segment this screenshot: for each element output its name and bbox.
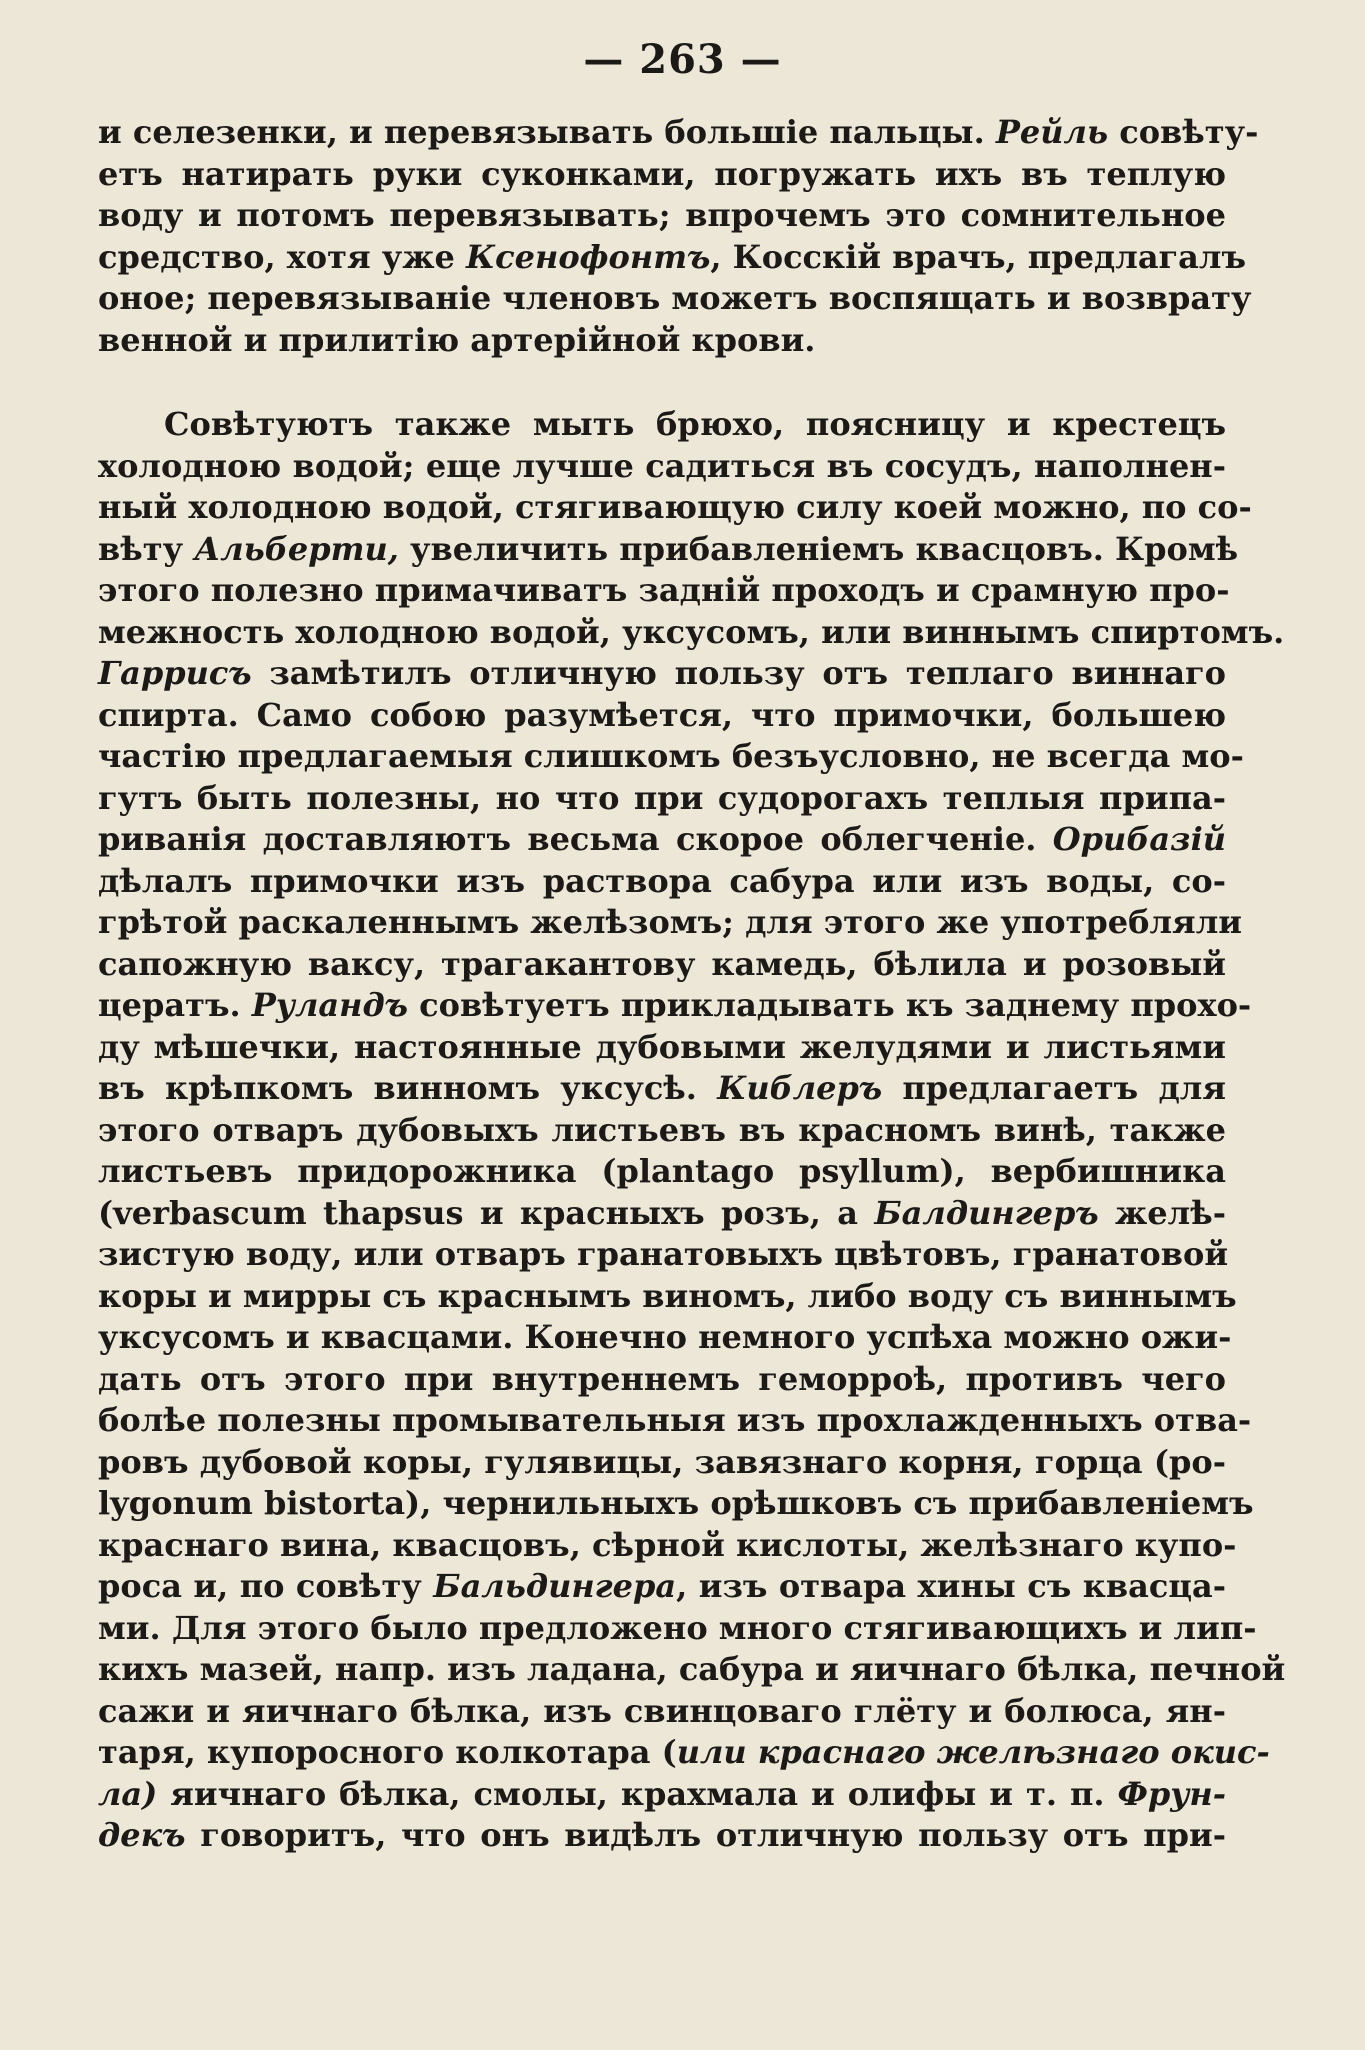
text-line <box>98 404 1226 446</box>
text-segment: листьевъ придорожника (plantago psyllum), вербишника <box>98 1152 1226 1190</box>
text-segment: ду мѣшечки, настоянные дубовыми желудями и листьями <box>98 1027 1226 1066</box>
text-segment: частію предлагаемыя слишкомъ безъусловно, не всегда мо- <box>98 737 1244 775</box>
text-segment: таря, купоросного колкотара ( <box>98 1733 677 1771</box>
italic-name: Альберти, <box>194 529 399 568</box>
text-line <box>98 861 1226 903</box>
text-line <box>98 736 1244 778</box>
text-segment: болѣе полезны промывательныя изъ прохлажденныхъ отва- <box>98 1401 1252 1439</box>
text-segment: предлагаетъ для <box>882 1069 1227 1107</box>
text-line <box>98 1276 1237 1318</box>
text-segment: оное; перевязываніе членовъ можетъ воспящать и возврату <box>98 279 1252 317</box>
text-segment: уксусомъ и квасцами. Конечно немного успѣха можно ожи- <box>98 1318 1232 1356</box>
text-segment: lygonum bistorta), чернильныхъ орѣшковъ съ прибавленіемъ <box>98 1484 1254 1522</box>
page-number: — 263 — <box>583 36 782 83</box>
text-segment: , изъ отвара хины съ квасца- <box>676 1567 1227 1605</box>
text-line <box>98 112 1259 154</box>
text-segment: сажи и яичнаго бѣлка, изъ свинцоваго глёту и болюса, ян- <box>98 1691 1226 1730</box>
text-segment: вѣту <box>98 529 195 568</box>
italic-name: Рейль <box>995 113 1109 151</box>
italic-name: Киблеръ <box>717 1069 883 1107</box>
italic-name: Орибазій <box>1052 820 1226 858</box>
text-segment: замѣтилъ отличную пользу отъ теплаго виннаго <box>251 654 1226 692</box>
text-segment: спирта. Само собою разумѣется, что примочки, большею <box>98 695 1226 734</box>
italic-name: Бальдингера <box>433 1567 677 1605</box>
text-segment: коры и мирры съ краснымъ виномъ, либо воду съ виннымъ <box>98 1276 1237 1315</box>
text-segment: цератъ. <box>98 986 252 1024</box>
text-line <box>98 1566 1226 1608</box>
text-segment: ный холодною водой, стягивающую силу коей можно, по со- <box>98 488 1252 526</box>
text-line <box>98 1359 1226 1401</box>
text-line <box>98 529 1239 571</box>
text-segment: Совѣтуютъ также мыть брюхо, поясницу и крестецъ <box>164 405 1226 443</box>
text-line <box>98 1317 1232 1359</box>
text-segment: ми. Для этого было предложено много стягивающихъ и лип- <box>98 1608 1257 1647</box>
italic-name: Фрун- <box>1117 1774 1226 1813</box>
text-segment: желѣ- <box>1098 1193 1227 1232</box>
text-line <box>98 1193 1226 1235</box>
text-segment: этого отваръ дубовыхъ листьевъ въ красномъ винѣ, также <box>98 1110 1226 1149</box>
text-line <box>98 1608 1257 1650</box>
text-line <box>98 1400 1252 1442</box>
text-segment: , Косскій врачъ, предлагалъ <box>710 237 1246 276</box>
text-line <box>98 1151 1226 1193</box>
text-line <box>98 1027 1226 1069</box>
text-line <box>98 1815 1226 1857</box>
text-segment: этого полезно примачиватъ задній проходъ и срамную про- <box>98 571 1230 609</box>
text-segment: яичнаго бѣлка, смолы, крахмала и олифы и т. п. <box>157 1774 1118 1813</box>
text-line <box>98 985 1252 1027</box>
italic-name: декъ <box>98 1816 186 1854</box>
text-line <box>98 1442 1226 1484</box>
text-line <box>98 570 1230 612</box>
text-segment: средство, хотя уже <box>98 237 467 276</box>
text-segment: увеличить прибавленіемъ квасцовъ. Кромѣ <box>398 529 1239 568</box>
text-segment: риванія доставляютъ весьма скорое облегченіе. <box>98 820 1053 858</box>
text-segment: роса и, по совѣту <box>98 1567 434 1605</box>
italic-name: Руландъ <box>251 986 408 1024</box>
paragraph-1 <box>98 112 1259 361</box>
text-line <box>98 1525 1237 1567</box>
text-segment: воду и потомъ перевязывать; впрочемъ это сомнительное <box>98 196 1226 234</box>
text-segment: (verbascum thapsus и красныхъ розъ, а <box>98 1193 875 1232</box>
text-line <box>98 1649 1286 1691</box>
text-segment: венной и прилитію артерійной крови. <box>98 320 816 359</box>
text-segment: межность холодною водой, уксусомъ, или виннымъ спиртомъ. <box>98 612 1285 651</box>
text-line <box>98 237 1246 279</box>
text-line <box>98 487 1252 529</box>
italic-name: Балдингеръ <box>874 1193 1099 1232</box>
text-line <box>98 446 1226 488</box>
italic-name: или краснаго желѣзнаго окис- <box>676 1733 1270 1771</box>
text-line <box>98 902 1242 944</box>
italic-name: Ксенофонтъ <box>466 237 711 276</box>
paragraph-2 <box>98 404 1286 1857</box>
text-line <box>98 320 1226 362</box>
text-line <box>98 1774 1226 1816</box>
italic-name: ла) <box>98 1774 158 1813</box>
text-line <box>98 1483 1254 1525</box>
italic-name: Гаррисъ <box>98 654 252 692</box>
text-line <box>98 1110 1226 1152</box>
text-segment: дать отъ этого при внутреннемъ геморроѣ, противъ чего <box>98 1359 1226 1398</box>
text-segment: дѣлалъ примочки изъ раствора сабура или изъ воды, со- <box>98 861 1226 900</box>
text-line <box>98 195 1226 237</box>
text-line <box>98 1732 1270 1774</box>
text-line <box>98 944 1226 986</box>
text-line <box>98 653 1226 695</box>
text-line <box>98 612 1285 654</box>
text-segment: етъ натирать руки суконками, погружать ихъ въ теплую <box>98 154 1226 193</box>
text-line <box>98 819 1226 861</box>
text-line <box>98 1234 1229 1276</box>
text-segment: кихъ мазей, напр. изъ ладана, сабура и яичнаго бѣлка, печной <box>98 1650 1286 1688</box>
text-line <box>98 154 1226 196</box>
text-line <box>98 1068 1226 1110</box>
text-line <box>98 1691 1226 1733</box>
text-line <box>98 695 1226 737</box>
text-segment: гутъ быть полезны, но что при судорогахъ теплыя припа- <box>98 778 1226 817</box>
text-line <box>98 778 1226 820</box>
text-segment: грѣтой раскаленнымъ желѣзомъ; для этого же употребляли <box>98 903 1242 941</box>
text-segment: ровъ дубовой коры, гулявицы, завязнаго корня, горца (ро- <box>98 1442 1226 1481</box>
text-segment: краснаго вина, квасцовъ, сѣрной кислоты, желѣзнаго купо- <box>98 1525 1237 1564</box>
text-segment: сапожную ваксу, трагакантову камедь, бѣлила и розовый <box>98 944 1226 983</box>
text-segment: зистую воду, или отваръ гранатовыхъ цвѣтовъ, гранатовой <box>98 1235 1229 1273</box>
text-segment: совѣту- <box>1108 113 1259 151</box>
text-segment: и селезенки, и перевязывать большіе пальцы. <box>98 113 996 151</box>
text-segment: холодною водой; еще лучше садиться въ сосудъ, наполнен- <box>98 446 1226 485</box>
text-segment: совѣтуетъ прикладывать къ заднему прохо- <box>407 986 1252 1024</box>
text-segment: говоритъ, что онъ видѣлъ отличную пользу отъ при- <box>185 1816 1226 1854</box>
text-segment: въ крѣпкомъ винномъ уксусѣ. <box>98 1069 718 1107</box>
text-line <box>98 278 1252 320</box>
